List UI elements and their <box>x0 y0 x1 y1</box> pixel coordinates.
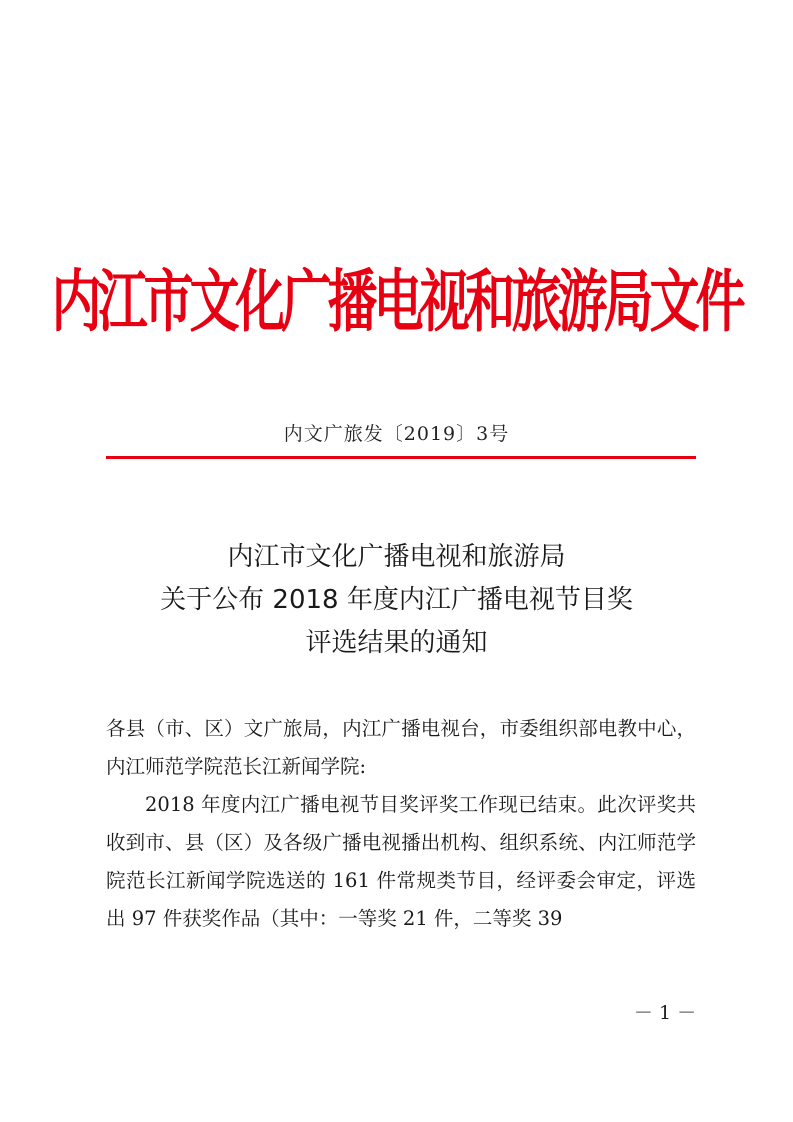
notice-title-line-3: 评选结果的通知 <box>305 628 488 658</box>
salutation: 各县（市、区）文广旅局，内江广播电视台，市委组织部电教中心，内江师范学院范长江新闻学院: <box>106 717 696 778</box>
notice-body <box>106 710 696 938</box>
body-paragraph-1: 2018 年度内江广播电视节目奖评奖工作现已结束。此次评奖共收到市、县（区）及各级广播电视播出机构、组织系统、内江师范学院范长江新闻学院选送的 161 件常规类节目，经评委会审定，评选出 97 件获奖作品（其中：一等奖 21 件，二等奖 39 <box>106 793 696 930</box>
red-separator-rule <box>106 456 696 459</box>
page-number: － 1 － <box>633 1002 697 1024</box>
document-masthead: 内江市文化广播电视和旅游局文件 <box>51 262 742 342</box>
notice-title <box>0 536 793 665</box>
notice-title-line-1: 内江市文化广播电视和旅游局 <box>227 542 566 572</box>
notice-title-line-2: 关于公布 2018 年度内江广播电视节目奖 <box>160 585 633 615</box>
document-number: 内文广旅发〔2019〕3号 <box>283 423 510 445</box>
